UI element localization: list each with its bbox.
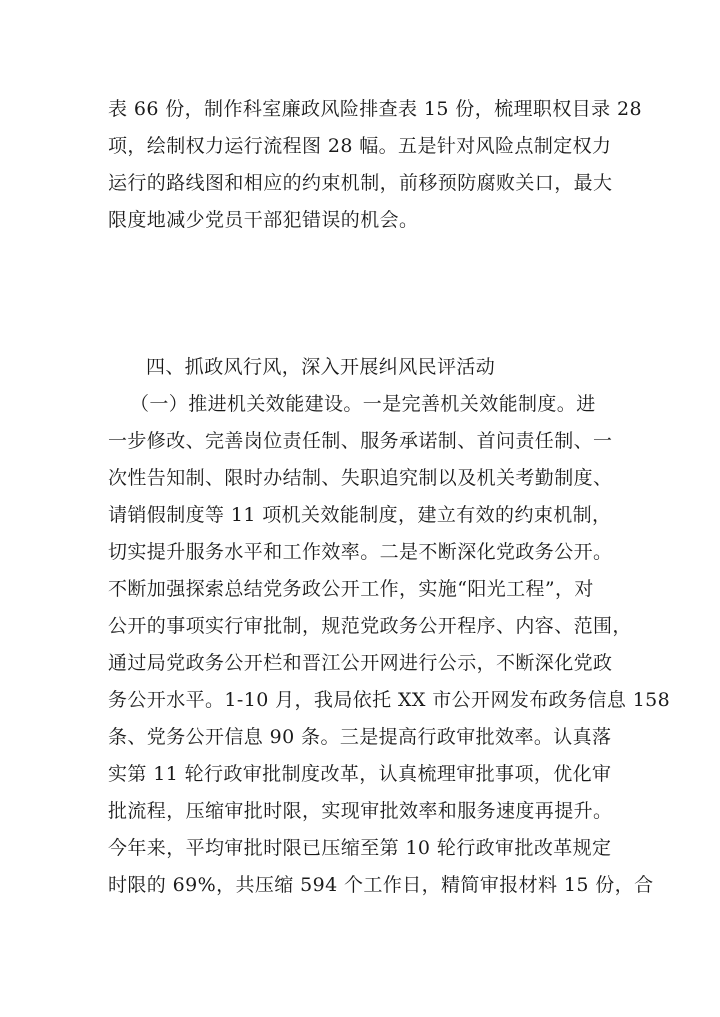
paragraph2-line-6: 不断加强探索总结党务政公开工作，实施“阳光工程”，对 bbox=[108, 578, 594, 600]
paragraph1-line-2: 项，绘制权力运行流程图 28 幅。五是针对风险点制定权力 bbox=[108, 135, 612, 157]
paragraph2-line-14: 时限的 69%，共压缩 594 个工作日，精简审报材料 15 份，合 bbox=[108, 874, 654, 896]
paragraph1-line-3: 运行的路线图和相应的约束机制，前移预防腐败关口，最大 bbox=[108, 172, 613, 194]
paragraph2-line-4: 请销假制度等 11 项机关效能制度，建立有效的约束机制， bbox=[108, 504, 612, 526]
paragraph2-line-7: 公开的事项实行审批制，规范党政务公开程序、内容、范围， bbox=[108, 615, 632, 637]
paragraph2-line-13: 今年来，平均审批时限已压缩至第 10 轮行政审批改革规定 bbox=[108, 837, 612, 859]
paragraph2-line-11: 实第 11 轮行政审批制度改革，认真梳理审批事项，优化审 bbox=[108, 763, 612, 785]
paragraph2-line-3: 次性告知制、限时办结制、失职追究制以及机关考勤制度、 bbox=[108, 467, 613, 489]
paragraph2-line-1: （一）推进机关效能建设。一是完善机关效能制度。进 bbox=[130, 393, 596, 415]
paragraph2-line-9: 务公开水平。1-10 月，我局依托 XX 市公开网发布政务信息 158 bbox=[108, 689, 671, 711]
paragraph2-line-10: 条、党务公开信息 90 条。三是提高行政审批效率。认真落 bbox=[108, 726, 612, 748]
paragraph2-line-2: 一步修改、完善岗位责任制、服务承诺制、首问责任制、一 bbox=[108, 430, 613, 452]
paragraph1-line-1: 表 66 份，制作科室廉政风险排查表 15 份，梳理职权目录 28 bbox=[108, 98, 642, 120]
paragraph2-line-12: 批流程，压缩审批时限，实现审批效率和服务速度再提升。 bbox=[108, 800, 613, 822]
section-heading: 四、抓政风行风，深入开展纠风民评活动 bbox=[146, 356, 496, 378]
paragraph2-line-5: 切实提升服务水平和工作效率。二是不断深化党政务公开。 bbox=[108, 541, 613, 563]
paragraph1-line-4: 限度地减少党员干部犯错误的机会。 bbox=[108, 209, 419, 231]
paragraph2-line-8: 通过局党政务公开栏和晋江公开网进行公示，不断深化党政 bbox=[108, 652, 613, 674]
